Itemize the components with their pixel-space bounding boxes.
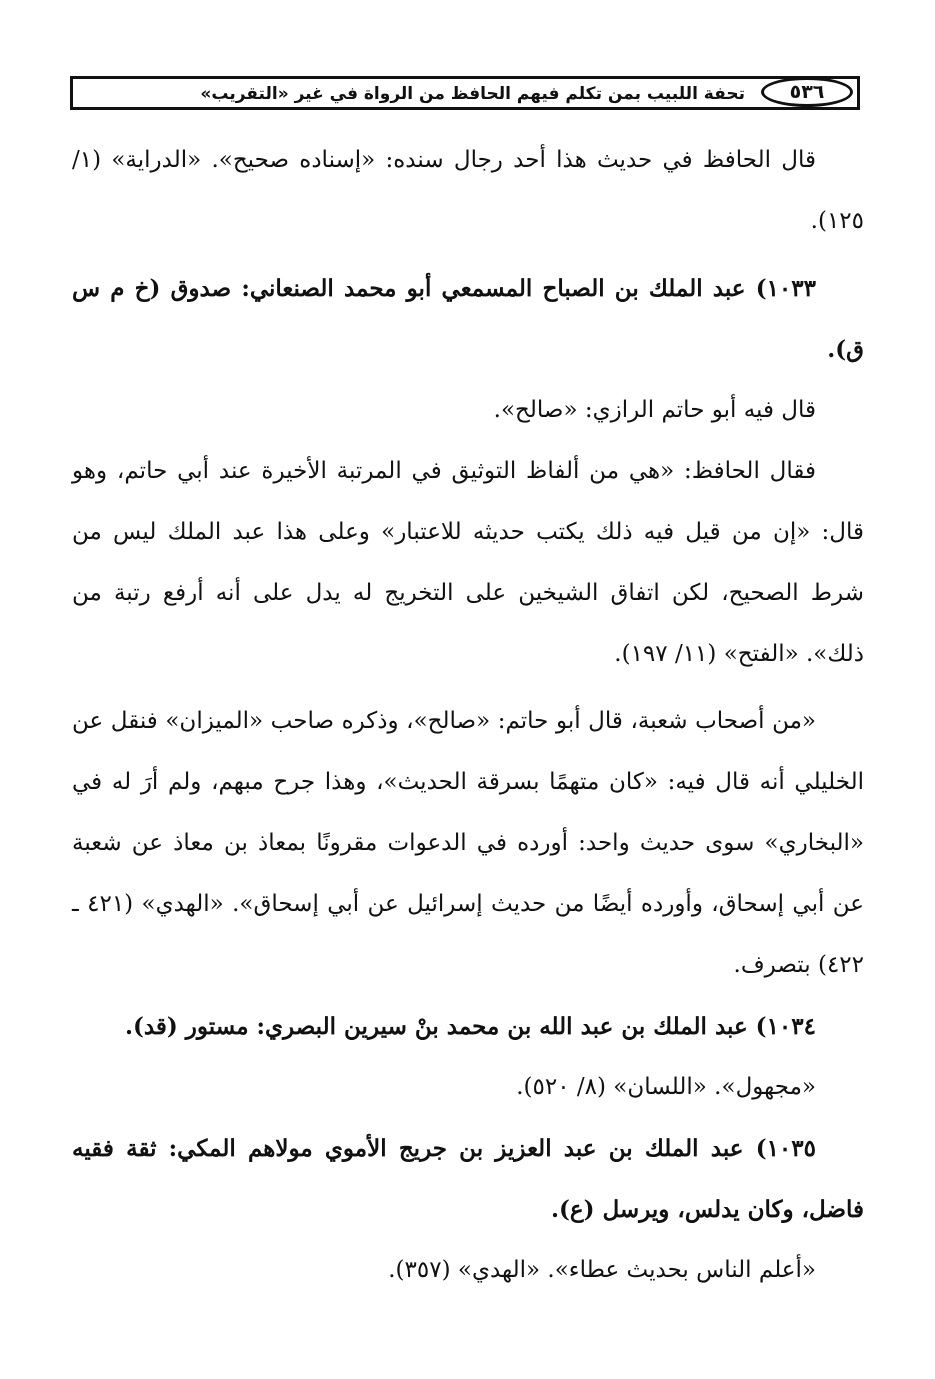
paragraph: «من أصحاب شعبة، قال أبو حاتم: «صالح»، وذكره صاحب «الميزان» فنقل عن الخليلي أنه قال فيه: «كان متهمًا بسرقة الحديث»، وهذا جرح مبهم، ولم أرَ له في «البخاري» سوى حديث واحد: أورده في الدعوات مقرونًا بمعاذ بن معاذ عن شعبة عن أبي إسحاق، وأورده أيضًا من حديث إسرائيل عن أبي إسحاق». «الهدي» (٤٢١ ـ ٤٢٢) بتصرف. bbox=[72, 708, 864, 978]
narrator-entry-1033: ١٠٣٣) عبد الملك بن الصباح المسمعي أبو محمد الصنعاني: صدوق (خ م س ق). bbox=[72, 275, 864, 363]
running-title: تحفة اللبيب بمن تكلم فيهم الحافظ من الرواة في غير «التقريب» bbox=[200, 84, 745, 104]
paragraph: «أعلم الناس بحديث عطاء». «الهدي» (٣٥٧). bbox=[388, 1257, 816, 1283]
paragraph: «مجهول». «اللسان» (٨/ ٥٢٠). bbox=[516, 1074, 816, 1100]
narrator-entry-1034: ١٠٣٤) عبد الملك بن عبد الله بن محمد بنْ سيرين البصري: مستور (قد). bbox=[124, 1013, 816, 1040]
page-number: ٥٣٦ bbox=[761, 77, 853, 107]
paragraph: فقال الحافظ: «هي من ألفاظ التوثيق في المرتبة الأخيرة عند أبي حاتم، وهو قال: «إن من قيل فيه ذلك يكتب حديثه للاعتبار» وعلى هذا عبد الملك ليس من شرط الصحيح، لكن اتفاق الشيخين على التخريج له يدل على أنه أرفع رتبة من ذلك». «الفتح» (١١/ ١٩٧). bbox=[72, 458, 864, 667]
running-header bbox=[70, 76, 860, 110]
paragraph: قال الحافظ في حديث هذا أحد رجال سنده: «إسناده صحيح». «الدراية» (١/ ١٢٥). bbox=[72, 147, 864, 234]
paragraph: قال فيه أبو حاتم الرازي: «صالح». bbox=[493, 397, 816, 423]
narrator-entry-1035: ١٠٣٥) عبد الملك بن عبد العزيز بن جريج الأموي مولاهم المكي: ثقة فقيه فاضل، وكان يدلس، ويرسل (ع). bbox=[72, 1135, 864, 1223]
page-body bbox=[72, 130, 864, 1301]
